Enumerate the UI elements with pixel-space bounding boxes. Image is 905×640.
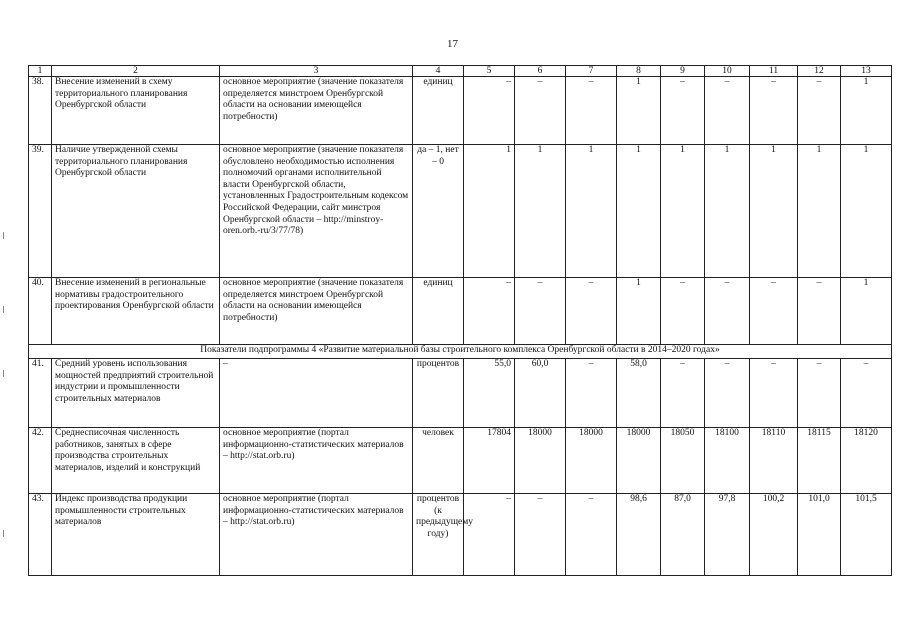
- value-cell: 18120: [841, 428, 892, 494]
- value-cell: 1: [515, 145, 566, 278]
- value-cell: –: [750, 359, 798, 428]
- value-cell: 97,8: [705, 494, 750, 576]
- value-cell: 17804: [464, 428, 515, 494]
- value-cell: 1: [661, 145, 705, 278]
- value-cell: –: [798, 77, 841, 145]
- value-cell: 98,6: [617, 494, 661, 576]
- header-row: [29, 66, 892, 77]
- table-row: [29, 278, 892, 345]
- value-cell: 58,0: [617, 359, 661, 428]
- value-cell: –: [705, 359, 750, 428]
- value-cell: –: [464, 77, 515, 145]
- value-cell: –: [661, 359, 705, 428]
- data-source: основное мероприятие (значение показателя обусловлено необходимостью исполнения полномочий органами исполнительной власти Оренбургской области, установленных Градостроительным кодексом Российской Федерации, сайт минстроя Оренбургской области – http://minstroy-oren.orb.-ru/3/77/78): [220, 145, 413, 278]
- unit-cell: да – 1, нет – 0: [413, 145, 464, 278]
- value-cell: –: [464, 278, 515, 345]
- data-source: –: [220, 359, 413, 428]
- unit-cell: единиц: [413, 77, 464, 145]
- column-header: 4: [413, 66, 464, 77]
- value-cell: –: [750, 278, 798, 345]
- value-cell: 18100: [705, 428, 750, 494]
- value-cell: 55,0: [464, 359, 515, 428]
- data-source: основное мероприятие (портал информационно-статистических материалов – http://stat.orb.ru): [220, 428, 413, 494]
- column-header: 8: [617, 66, 661, 77]
- value-cell: 100,2: [750, 494, 798, 576]
- value-cell: 1: [464, 145, 515, 278]
- value-cell: 87,0: [661, 494, 705, 576]
- unit-cell: человек: [413, 428, 464, 494]
- column-header: 10: [705, 66, 750, 77]
- column-header: 9: [661, 66, 705, 77]
- value-cell: 18115: [798, 428, 841, 494]
- margin-mark: [3, 306, 4, 313]
- value-cell: –: [798, 359, 841, 428]
- value-cell: –: [705, 278, 750, 345]
- unit-cell: единиц: [413, 278, 464, 345]
- column-header: 12: [798, 66, 841, 77]
- column-header: 5: [464, 66, 515, 77]
- value-cell: 101,0: [798, 494, 841, 576]
- table-row: [29, 359, 892, 428]
- data-source: основное мероприятие (портал информационно-статистических материалов – http://stat.orb.ru): [220, 494, 413, 576]
- indicator-name: Среднесписочная численность работников, занятых в сфере производства строительных материалов, изделий и конструкций: [52, 428, 220, 494]
- data-source: основное мероприятие (значение показателя определяется минстроем Оренбургской области на основании имеющейся потребности): [220, 77, 413, 145]
- section-title: Показатели подпрограммы 4 «Развитие материальной базы строительного комплекса Оренбургской области в 2014–2020 годах»: [29, 345, 892, 359]
- row-number: 40.: [29, 278, 52, 345]
- table-row: [29, 77, 892, 145]
- value-cell: 1: [617, 77, 661, 145]
- value-cell: 60,0: [515, 359, 566, 428]
- value-cell: 101,5: [841, 494, 892, 576]
- value-cell: 1: [566, 145, 617, 278]
- value-cell: –: [566, 77, 617, 145]
- column-header: 7: [566, 66, 617, 77]
- indicator-name: Средний уровень использования мощностей предприятий строительной индустрии и промышленности строительных материалов: [52, 359, 220, 428]
- unit-cell: процентов: [413, 359, 464, 428]
- value-cell: –: [515, 77, 566, 145]
- margin-mark: [3, 232, 4, 239]
- indicator-name: Внесение изменений в региональные нормативы градостроительного проектирования Оренбургской области: [52, 278, 220, 345]
- row-number: 38.: [29, 77, 52, 145]
- margin-mark: [3, 530, 4, 537]
- value-cell: 1: [841, 77, 892, 145]
- value-cell: –: [750, 77, 798, 145]
- value-cell: 1: [750, 145, 798, 278]
- indicator-name: Индекс производства продукции промышленности строительных материалов: [52, 494, 220, 576]
- page-number: 17: [447, 38, 458, 50]
- value-cell: –: [566, 359, 617, 428]
- value-cell: –: [566, 278, 617, 345]
- column-header: 1: [29, 66, 52, 77]
- row-number: 42.: [29, 428, 52, 494]
- column-header: 2: [52, 66, 220, 77]
- row-number: 43.: [29, 494, 52, 576]
- table-row: [29, 145, 892, 278]
- indicator-name: Внесение изменений в схему территориального планирования Оренбургской области: [52, 77, 220, 145]
- value-cell: 18050: [661, 428, 705, 494]
- value-cell: 18110: [750, 428, 798, 494]
- value-cell: –: [705, 77, 750, 145]
- row-number: 39.: [29, 145, 52, 278]
- value-cell: 1: [617, 278, 661, 345]
- table-row: [29, 428, 892, 494]
- column-header: 11: [750, 66, 798, 77]
- value-cell: –: [798, 278, 841, 345]
- value-cell: 1: [705, 145, 750, 278]
- value-cell: 1: [841, 278, 892, 345]
- unit-cell: процентов (к предыдущему году): [413, 494, 464, 576]
- value-cell: –: [464, 494, 515, 576]
- value-cell: 18000: [515, 428, 566, 494]
- data-source: основное мероприятие (значение показателя определяется минстроем Оренбургской области на основании имеющейся потребности): [220, 278, 413, 345]
- value-cell: 18000: [617, 428, 661, 494]
- value-cell: –: [841, 359, 892, 428]
- indicators-table: [28, 65, 892, 576]
- value-cell: –: [566, 494, 617, 576]
- value-cell: 1: [617, 145, 661, 278]
- margin-mark: [3, 370, 4, 377]
- row-number: 41.: [29, 359, 52, 428]
- column-header: 13: [841, 66, 892, 77]
- value-cell: 1: [798, 145, 841, 278]
- value-cell: –: [515, 494, 566, 576]
- value-cell: 18000: [566, 428, 617, 494]
- value-cell: –: [661, 77, 705, 145]
- indicator-name: Наличие утвержденной схемы территориального планирования Оренбургской области: [52, 145, 220, 278]
- value-cell: –: [661, 278, 705, 345]
- column-header: 6: [515, 66, 566, 77]
- value-cell: 1: [841, 145, 892, 278]
- table-row: [29, 494, 892, 576]
- column-header: 3: [220, 66, 413, 77]
- value-cell: –: [515, 278, 566, 345]
- section-row: [29, 345, 892, 359]
